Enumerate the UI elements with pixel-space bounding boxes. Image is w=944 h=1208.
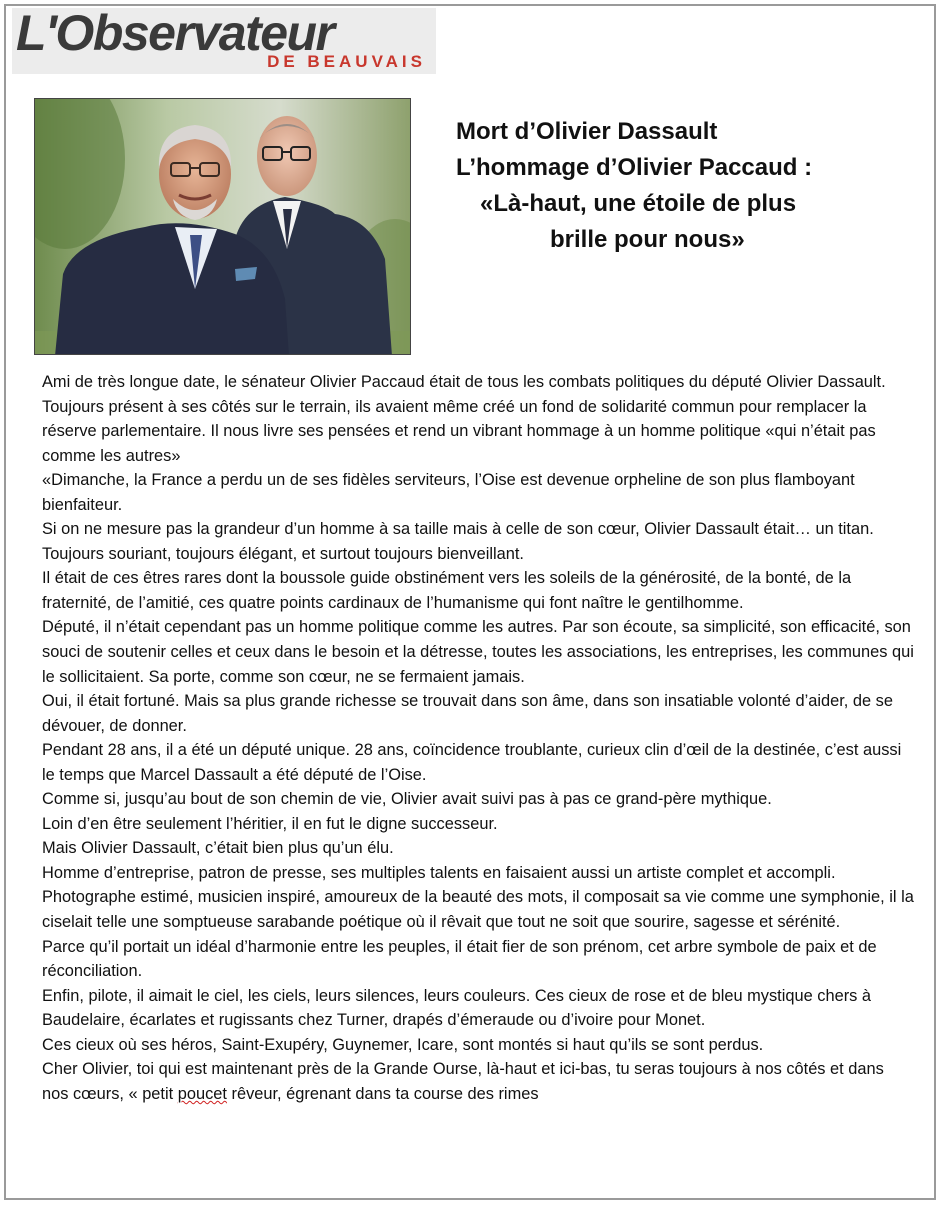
two-men-portrait-image [35,99,411,355]
headline-line-3: «Là-haut, une étoile de plus [480,190,797,217]
article-body [42,370,914,1106]
headline-line-1: Mort d’Olivier Dassault [456,118,718,145]
last-paragraph-end: rêveur, égrenant dans ta course des rimes [226,1084,539,1103]
article-paragraph: Parce qu’il portait un idéal d’harmonie entre les peuples, il était fier de son prénom, cet arbre symbole de paix et de réconciliation. [42,937,877,981]
article-paragraph: Député, il n’était cependant pas un homme politique comme les autres. Par son écoute, sa simplicité, son efficacité, son souci de soutenir celles et ceux dans le besoin et la détresse, toutes les associations, les entreprises, les communes qui le sollicitaient. Sa porte, comme son cœur, ne se fermaient jamais. [42,618,914,686]
logo-subtitle: DE BEAUVAIS [267,52,426,71]
article-paragraph: Homme d’entreprise, patron de presse, ses multiples talents en faisaient aussi un artiste complet et accompli. Photographe estimé, musicien inspiré, amoureux de la beauté des mots, il composait sa vie comme une symphonie, il la ciselait telle une somptueuse sarabande poétique où il rêvait que tout ne soit que sourire, sagesse et sérénité. [42,863,914,932]
article-photo [34,98,411,355]
article-paragraph: Pendant 28 ans, il a été un député unique. 28 ans, coïncidence troublante, curieux clin d’œil de la destinée, c’est aussi le temps que Marcel Dassault a été député de l’Oise. [42,741,902,784]
article-paragraph: Mais Olivier Dassault, c’était bien plus qu’un élu. [42,839,394,858]
article-headline [452,114,892,258]
article-paragraph: Ces cieux où ses héros, Saint-Exupéry, Guynemer, Icare, sont montés si haut qu’ils se sont perdus. [42,1035,764,1054]
article-paragraph: Enfin, pilote, il aimait le ciel, les ciels, leurs silences, leurs couleurs. Ces cieux de rose et de bleu mystique chers à Baudelaire, écarlates et rugissants chez Turner, drapés d’émeraude ou d’ivoire pour Monet. [42,986,872,1030]
article-paragraph: Comme si, jusqu’au bout de son chemin de vie, Olivier avait suivi pas à pas ce grand-père mythique. [42,790,772,809]
article-paragraph: Loin d’en être seulement l’héritier, il en fut le digne successeur. [42,814,498,833]
article-paragraph: Ami de très longue date, le sénateur Olivier Paccaud était de tous les combats politiques du député Olivier Dassault. Toujours présent à ses côtés sur le terrain, ils avaient même créé un fond de solidarité commun pour remplacer la réserve parlementaire. Il nous livre ses pensées et rend un vibrant hommage à un homme politique «qui n’était pas comme les autres» [42,373,886,465]
newspaper-page [4,4,936,1200]
spellcheck-flagged-word[interactable]: poucet [177,1084,227,1103]
last-paragraph-start: Cher Olivier, toi qui est maintenant près de la Grande Ourse, là-haut et ici-bas, tu seras toujours à nos côtés et dans nos cœurs, « petit [42,1060,884,1103]
headline-line-2: L’hommage d’Olivier Paccaud : [456,154,813,181]
article-paragraph: Oui, il était fortuné. Mais sa plus grande richesse se trouvait dans son âme, dans son insatiable volonté d’aider, de se dévouer, de donner. [42,692,893,735]
article-paragraph: Il était de ces êtres rares dont la boussole guide obstinément vers les soleils de la générosité, de la bonté, de la fraternité, de l’amitié, ces quatre points cardinaux de l’humanisme qui font naître le gentilhomme. [42,569,852,612]
article-last-paragraph [42,1057,914,1106]
article-paragraph: Si on ne mesure pas la grandeur d’un homme à sa taille mais à celle de son cœur, Olivier Dassault était… un titan. Toujours souriant, toujours élégant, et surtout toujours bienveillant. [42,520,874,563]
article-paragraph: «Dimanche, la France a perdu un de ses fidèles serviteurs, l’Oise est devenue orpheline de son plus flamboyant bienfaiteur. [42,471,855,514]
masthead-logo [12,5,436,74]
logo-wordmark: L'Observateur [16,5,334,61]
headline-line-4: brille pour nous» [550,226,745,253]
